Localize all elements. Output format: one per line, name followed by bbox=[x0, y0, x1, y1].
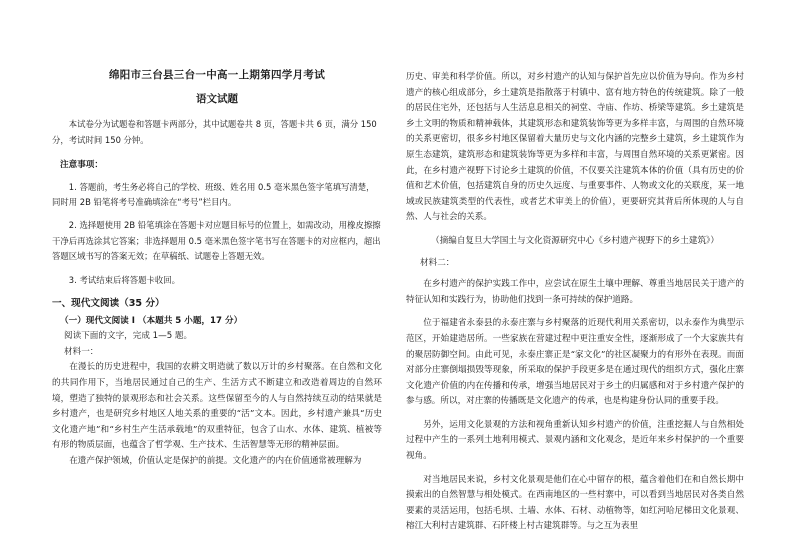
source-citation: （摘编自复旦大学国土与文化资源研究中心《乡村遗产视野下的乡土建筑》） bbox=[431, 235, 719, 246]
material-label: 材料二： bbox=[420, 257, 455, 268]
passage-paragraph: 在乡村遗产的保护实践工作中，应尝试在原生土壤中理解、尊重当地居民关于遗产的特征认知和实践行为，协助他们找到一条可持续的保护道路。 bbox=[406, 279, 744, 305]
intro-text: 本试卷分为试题卷和答题卡两部分，其中试题卷共 8 页，答题卡共 6 页，满分 150 分，考试时间 150 分钟。 bbox=[52, 119, 377, 145]
passage-paragraph: 对当地居民来说，乡村文化景观是他们在心中留存的根，蕴含着他们在和自然长期中摸索出的自然智慧与相处模式。在西南地区的一些村寨中，可以看到当地居民对各类自然要素的灵活运用，包括毛坝、土墙、水体、石材、动植物等，如红河哈尼梯田文化景观、榕江大利村吉建筑群、石阡楼上村古建筑群等。与之互为表里 bbox=[406, 474, 744, 532]
passage-paragraph: 位于福建省永泰县的永泰庄寨与乡村聚落的近现代利用关系密切，以永泰作为典型示范区，开始建造居所。一些家族在营建过程中更注重安全性，逐渐形成了一个大家族共有的聚居防御空间。由此可见，永泰庄寨正是“家文化”的社区凝聚力的有形外在表现。而面对部分庄寨倒塌损毁等现象，所采取的保护手段更多是在通过现代的组织方式，强化庄寨文化遗产价值的内在传播和传承，增强当地居民对于乡土的归属感和对于乡村遗产保护的参与感。所以，对庄寨的传播既是文化遗产的传承，也是构建身份认同的重要手段。 bbox=[406, 318, 744, 407]
passage-paragraph: 在遗产保护领域，价值认定是保护的前提。文化遗产的内在价值通常被理解为 bbox=[69, 455, 362, 466]
subsection-heading: （一）现代文阅读 I （本题共 5 小题，17 分） bbox=[60, 315, 243, 326]
read-instruction: 阅读下面的文字，完成 1—5 题。 bbox=[64, 331, 193, 342]
notice-heading: 注意事项： bbox=[60, 160, 103, 170]
passage-paragraph: 历史、审美和科学价值。所以，对乡村遗产的认知与保护首先应以价值为导向。作为乡村遗产的核心组成部分，乡土建筑是指散落于村镇中、富有地方特色的传统建筑。除了一般的居民住宅外，还包括与人生活息息相关的祠堂、寺庙、作坊、桥梁等建筑。乡土建筑是乡土文明的物质和精神载体，其建筑形态和建筑装饰等更为多样丰富，与周围的自然环境的关系更密切，很多乡村地区保留着大量历史与文化内涵的完整乡土建筑，乡土建筑作为原生态建筑，建筑形态和建筑装饰等更为多样和丰富，与周围自然环境的关系更紧密。因此，在乡村遗产视野下讨论乡土建筑的价值，不仅要关注建筑本体的价值（具有历史的价值和艺术价值，包括建筑自身的历史久远度、与重要事件、人物或文化的关联度，某一地域或民族建筑类型的代表性，或者艺术审美上的价值），更要研究其背后所体现的人与自然、人与社会的关系。 bbox=[406, 72, 744, 223]
passage-paragraph: 在漫长的历史进程中，我国的农耕文明造就了数以万计的乡村聚落。在自然和文化的共同作用下，当地居民通过自己的生产、生活方式不断建立和改造着周边的自然环境，塑造了独特的景观形态和社会关系。这些保留至今的人与自然持续互动的结果就是乡村遗产，也是研究乡村地区人地关系的重要的“活”文本。因此，乡村遗产兼具“历史文化遗产地”和“乡村生产生活承载地”的双重特征，包含了山水、水体、建筑、植被等有形的物质层面，也蕴含了哲学观、生产技术、生活智慧等无形的精神层面。 bbox=[52, 362, 382, 451]
left-column bbox=[52, 68, 382, 470]
notice-item: 2. 选择题使用 2B 铅笔填涂在答题卡对应题目标号的位置上，如需改动，用橡皮擦擦干净后再选涂其它答案；非选择题用 0.5 毫米黑色签字笔书写在答题卡的对应框内，超出答题区域书写的答案无效；在草稿纸、试题卷上答题无效。 bbox=[52, 220, 381, 262]
material-label: 材料一： bbox=[64, 346, 99, 357]
section-heading: 一、现代文阅读（35 分） bbox=[52, 298, 165, 310]
notice-item: 1. 答题前，考生务必将自己的学校、班级、姓名用 0.5 毫米黑色签字笔填写清楚，同时用 2B 铅笔将考号准确填涂在“考号”栏目内。 bbox=[52, 181, 375, 207]
notice-item: 3. 考试结束后将答题卡收回。 bbox=[68, 274, 180, 285]
exam-title: 绵阳市三台县三台一中高一上期第四学月考试 bbox=[109, 69, 325, 81]
right-column bbox=[406, 70, 744, 535]
subject-title: 语文试题 bbox=[196, 92, 238, 105]
passage-paragraph: 另外，运用文化景观的方法和视角重新认知乡村遗产的价值，注重挖掘人与自然相处过程中产生的一系列土地利用模式、景观内涵和文化观念，是近年来乡村保护的一个重要视角。 bbox=[406, 419, 744, 462]
